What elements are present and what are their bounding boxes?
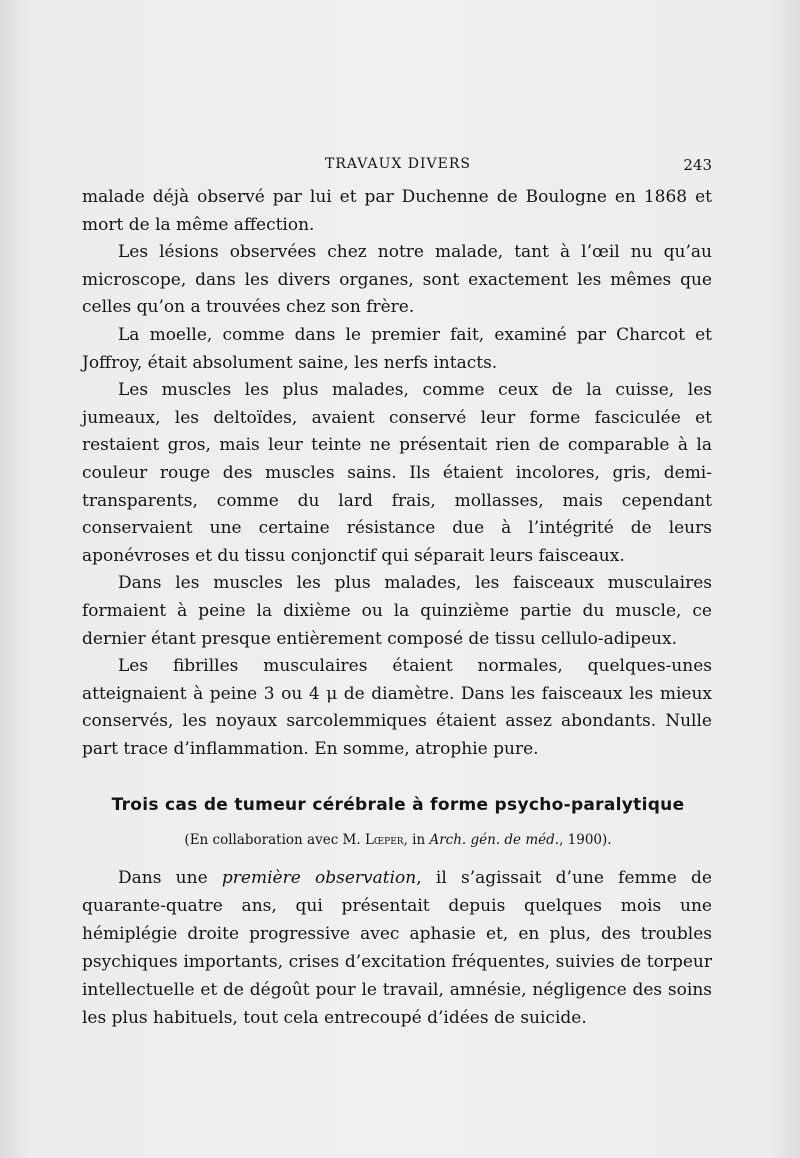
paragraph-observation — [82, 864, 712, 1032]
citation-middle: , in — [403, 832, 430, 848]
section-citation — [84, 832, 712, 848]
section-heading: Trois cas de tumeur cérébrale à forme psycho-paralytique — [111, 795, 685, 815]
paragraph-continuation: malade déjà observé par lui et par Duchenne de Boulogne en 1868 et mort de la même affection. — [82, 187, 712, 235]
paragraph-fibrilles: Les fibrilles musculaires étaient normales, quelques-unes atteignaient à peine 3 ou 4 μ de diamètre. Dans les faisceaux les mieux conservés, les noyaux sarcolemmiques étaient assez abondants. Nulle part trace d’inflammation. En somme, atrophie pure. — [82, 656, 712, 759]
section-text — [82, 864, 712, 1032]
citation-journal: Arch. gén. de méd. — [429, 832, 560, 848]
paragraph-faisceaux: Dans les muscles les plus malades, les faisceaux musculaires formaient à peine la dixième ou la quinzième partie du muscle, ce dernier étant presque entièrement composé de tissu cellulo-adipeux. — [82, 573, 712, 649]
paragraph-muscles: Les muscles les plus malades, comme ceux de la cuisse, les jumeaux, les deltoïdes, avaient conservé leur forme fasciculée et restaient gros, mais leur teinte ne présentait rien de comparable à la couleur rouge des muscles sains. Ils étaient incolores, gris, demi-transparents, comme du lard frais, mollasses, mais cependant conservaient une certaine résistance due à l’intégrité de leurs aponévroses et du tissu conjonctif qui séparait leurs faisceaux. — [82, 380, 712, 566]
running-title: TRAVAUX DIVERS — [325, 156, 471, 172]
body-text — [82, 184, 712, 763]
citation-prefix: (En collaboration avec M. — [184, 832, 365, 848]
page-number: 243 — [683, 156, 712, 174]
observation-italic: première observation — [221, 868, 417, 888]
citation-suffix: , 1900). — [559, 832, 612, 848]
running-header — [84, 156, 712, 178]
observation-rest: , il s’agissait d’une femme de quarante-quatre ans, qui présentait depuis quelques mois une hémiplégie droite progressive avec aphasie et, en plus, des troubles psychiques importants, crises d’excitation fréquentes, suivies de torpeur intellectuelle et de dégoût pour le travail, amnésie, négligence des soins les plus habituels, tout cela entrecoupé d’idées de suicide. — [82, 868, 712, 1028]
paragraph-moelle: La moelle, comme dans le premier fait, examiné par Charcot et Joffroy, était absolument saine, les nerfs intacts. — [82, 324, 712, 373]
observation-start: Dans une — [118, 868, 222, 888]
paragraph-lesions: Les lésions observées chez notre malade, tant à l’œil nu qu’au microscope, dans les divers organes, sont exactement les mêmes que celles qu’on a trouvées chez son frère. — [82, 242, 712, 318]
citation-author: Lœper — [364, 832, 404, 848]
